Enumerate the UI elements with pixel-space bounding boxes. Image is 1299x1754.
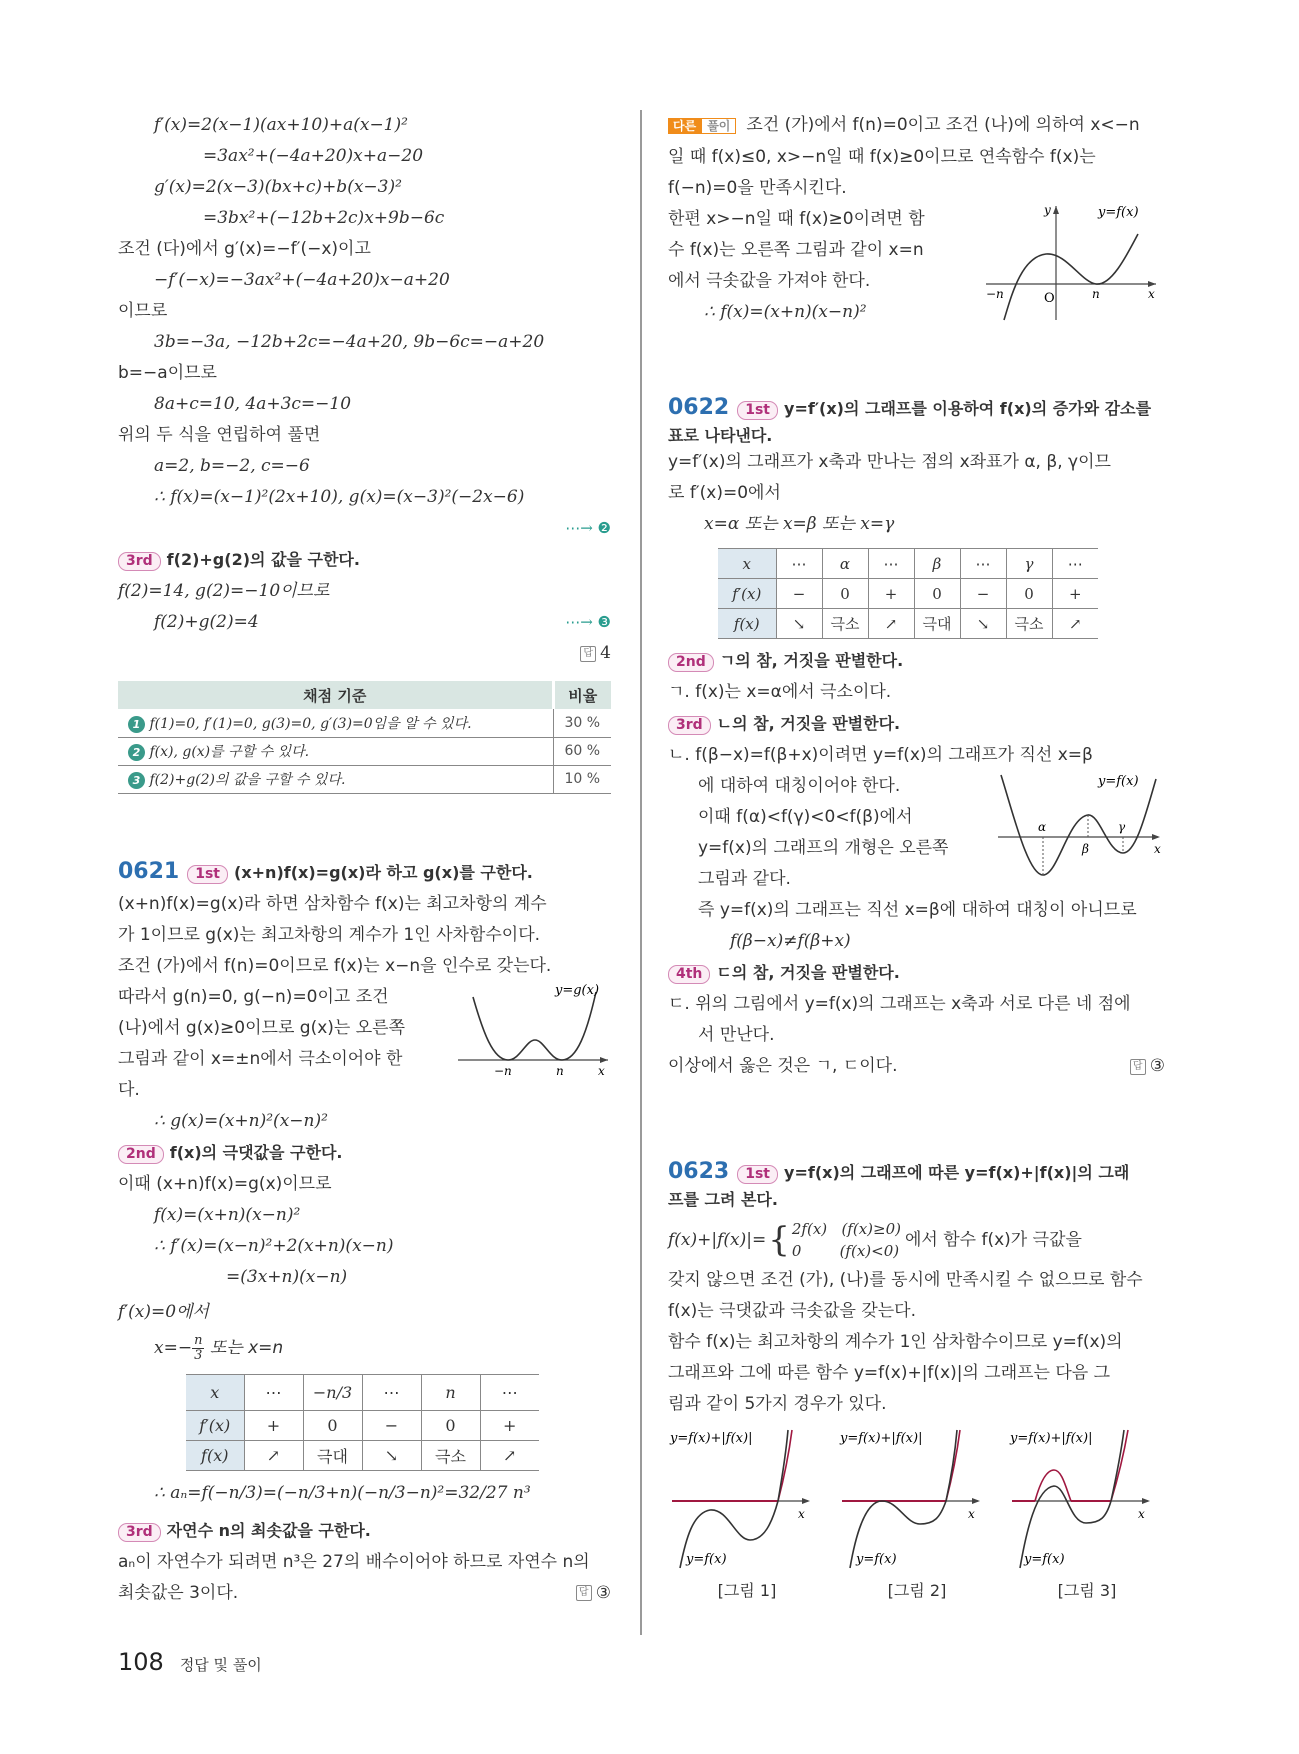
text-line: 서 만난다. (698, 1025, 775, 1045)
section-label: 정답 및 풀이 (179, 1656, 262, 1674)
svg-text:y: y (1044, 203, 1051, 217)
graph-block (118, 982, 611, 1106)
f-graph-alt (986, 202, 1166, 322)
number-icon: 3 (128, 772, 145, 789)
text-line: 위의 두 식을 연립하여 풀면 (118, 425, 321, 445)
equation: =(3x+n)(x−n) (226, 1266, 348, 1287)
svg-text:γ: γ (1118, 820, 1126, 834)
equation: f′(x)=2(x−1)(ax+10)+a(x−1)² (154, 115, 408, 135)
step-heading: 3rd 자연수 n의 최솟값을 구한다. (118, 1515, 611, 1547)
figure-caption: [그림 3] (1057, 1581, 1117, 1600)
step-heading: 2nd ㄱ의 참, 거짓을 판별한다. (668, 645, 1165, 677)
grading-header: 비율 (553, 681, 611, 709)
column-divider (640, 110, 642, 1635)
text-line: (x+n)f(x)=g(x)라 하면 삼차함수 f(x)는 최고차항의 계수 (118, 893, 547, 914)
svg-text:y=f(x)+|f(x)|: y=f(x)+|f(x)| (1010, 1431, 1093, 1446)
answer: 답 ③ (118, 1578, 611, 1609)
step-marker-2: ⋯→ ❷ (565, 519, 611, 537)
text-line: 에서 극솟값을 가져야 한다. (668, 271, 871, 291)
table-row: 3 f(2)+g(2)의 값을 구할 수 있다. 10 % (118, 765, 611, 793)
equation: x=α 또는 x=β 또는 x=γ (704, 514, 895, 534)
equation: a=2, b=−2, c=−6 (154, 456, 310, 476)
page-footer (118, 1648, 262, 1676)
svg-text:n: n (556, 1063, 564, 1078)
text-line: 림과 같이 5가지 경우가 있다. (668, 1394, 887, 1414)
step-marker-3: ⋯→ ❸ (565, 613, 611, 631)
svg-text:y=f(x)+|f(x)|: y=f(x)+|f(x)| (670, 1431, 753, 1446)
problem-heading-0623: 0623 1st y=f(x)의 그래프에 따른 y=f(x)+|f(x)|의 그래 (668, 1159, 1130, 1184)
graph-block (668, 204, 1165, 328)
left-column (118, 110, 611, 1609)
text-line: (나)에서 g(x)≥0이므로 g(x)는 오른쪽 (118, 1017, 405, 1038)
equation: f′(x)=0에서 (118, 1301, 209, 1322)
grading-header: 채점 기준 (118, 681, 553, 709)
text-line: 이때 (x+n)f(x)=g(x)이므로 (118, 1173, 332, 1194)
text-line: 수 f(x)는 오른쪽 그림과 같이 x=n (668, 240, 924, 260)
svg-text:y=f(x): y=f(x) (686, 1552, 727, 1567)
svg-text:α: α (1038, 820, 1047, 834)
answer: 답 ③ (668, 1051, 1165, 1082)
answer-icon: 답 (1130, 1059, 1146, 1075)
right-column (668, 110, 1165, 1601)
svg-text:x: x (798, 1507, 805, 1521)
text-line: 일 때 f(x)≤0, x>−n일 때 f(x)≥0이므로 연속함수 f(x)는 (668, 147, 1096, 167)
step-badge: 1st (187, 865, 228, 884)
step-badge: 3rd (118, 1523, 161, 1542)
text-line: 한편 x>−n일 때 f(x)≥0이려면 함 (668, 209, 925, 229)
step-heading: 2nd f(x)의 극댓값을 구한다. (118, 1137, 611, 1169)
number-icon: 2 (128, 744, 145, 761)
text-line: 그림과 같이 x=±n에서 극소이어야 한 (118, 1048, 403, 1069)
text-line: 그림과 같다. (698, 869, 791, 889)
step-badge: 3rd (118, 552, 161, 571)
step-title: 표로 나타낸다. (668, 426, 773, 445)
svg-text:−n: −n (986, 287, 1004, 301)
svg-text:β: β (1082, 842, 1089, 856)
svg-text:y=f(x): y=f(x) (856, 1552, 897, 1567)
step-heading: 3rd ㄴ의 참, 거짓을 판별한다. (668, 708, 1165, 740)
equation: f(2)=14, g(2)=−10이므로 (118, 581, 330, 601)
step-heading (118, 544, 611, 576)
step-title: f(2)+g(2)의 값을 구한다. (166, 550, 360, 569)
equation: f(x)=(x+n)(x−n)² (154, 1204, 301, 1225)
piecewise-equation: f(x)+|f(x)|= { 2f(x) (f(x)≥0) 0 (f(x)<0) 에서 함수 f(x)가 극값을 (668, 1220, 1082, 1260)
text-line: 에 대하여 대칭이어야 한다. (698, 776, 901, 796)
step-badge: 2nd (118, 1145, 164, 1164)
equation: ∴ f(x)=(x+n)(x−n)² (704, 302, 867, 322)
number-icon: 1 (128, 716, 145, 733)
equation: ∴ f′(x)=(x−n)²+2(x+n)(x−n) (154, 1235, 394, 1256)
answer-icon: 답 (580, 646, 596, 662)
graph-block (668, 771, 1165, 895)
table-row: 2 f(x), g(x)를 구할 수 있다. 60 % (118, 737, 611, 765)
svg-text:x: x (1154, 842, 1161, 856)
variation-table: x ⋯ α ⋯ β ⋯ γ ⋯ f′(x) − 0 + 0 − 0 + f(x) ↘ 극소 ↗ 극대 ↘ 극소 ↗ (718, 548, 1098, 639)
problem-heading-0621: 0621 1st (x+n)f(x)=g(x)라 하고 g(x)를 구한다. (118, 858, 533, 884)
text-line: 로 f′(x)=0에서 (668, 483, 781, 503)
f-graph-0622 (998, 773, 1168, 883)
step-badge: 2nd (668, 653, 714, 672)
variation-table: x ⋯ −n/3 ⋯ n ⋯ f′(x) + 0 − 0 + f(x) ↗ 극대 ↘ 극소 ↗ (186, 1374, 539, 1471)
equation: g′(x)=2(x−3)(bx+c)+b(x−3)² (154, 177, 402, 197)
svg-text:y=g(x): y=g(x) (555, 982, 600, 998)
text-line: 이때 f(α)<f(γ)<0<f(β)에서 (698, 807, 913, 827)
svg-text:y=f(x)+|f(x)|: y=f(x)+|f(x)| (840, 1431, 923, 1446)
text-line: b=−a이므로 (118, 363, 217, 383)
svg-text:y=f(x): y=f(x) (1024, 1552, 1065, 1567)
equation: 3b=−3a, −12b+2c=−4a+20, 9b−6c=−a+20 (154, 332, 545, 352)
problem-number: 0622 (668, 395, 730, 420)
answer: 답 4 (118, 638, 611, 669)
text-line: ㄷ. 위의 그림에서 y=f(x)의 그래프는 x축과 서로 다른 네 점에 (668, 994, 1131, 1014)
equation: ∴ aₙ=f(−n/3)=(−n/3+n)(−n/3−n)²=32/27 n³ (154, 1482, 531, 1503)
step-badge: 4th (668, 965, 710, 984)
equation: −f′(−x)=−3ax²+(−4a+20)x−a+20 (154, 270, 450, 290)
equation: f(β−x)≠f(β+x) (730, 931, 851, 951)
step-heading: 4th ㄷ의 참, 거짓을 판별한다. (668, 957, 1165, 989)
text-line: 이상에서 옳은 것은 ㄱ, ㄷ이다. (668, 1056, 898, 1076)
equation: ∴ f(x)=(x−1)²(2x+10), g(x)=(x−3)²(−2x−6) (154, 487, 525, 507)
equation: =3bx²+(−12b+2c)x+9b−6c (203, 208, 445, 228)
figure-3 (1008, 1428, 1166, 1601)
alt-solution: 다른 풀이 조건 (가)에서 f(n)=0이고 조건 (나)에 의하여 x<−n (668, 110, 1165, 142)
text-line: 다. (118, 1079, 140, 1100)
svg-text:x: x (1138, 1507, 1145, 1521)
text-line: ㄴ. f(β−x)=f(β+x)이려면 y=f(x)의 그래프가 직선 x=β (668, 745, 1093, 765)
equation: 8a+c=10, 4a+3c=−10 (154, 394, 352, 414)
text-line: 가 1이므로 g(x)는 최고차항의 계수가 1인 사차함수이다. (118, 924, 541, 945)
equation: f(2)+g(2)=4 (154, 612, 259, 632)
page-number: 108 (118, 1648, 164, 1676)
svg-text:x: x (1148, 287, 1155, 301)
figure-2 (838, 1428, 996, 1601)
text-line: f(x)는 극댓값과 극솟값을 갖는다. (668, 1301, 916, 1321)
svg-text:y=f(x): y=f(x) (1098, 205, 1139, 220)
text-line: aₙ이 자연수가 되려면 n³은 27의 배수이어야 하므로 자연수 n의 (118, 1551, 590, 1572)
step-badge: 3rd (668, 716, 711, 735)
roots-equation: x=− $\frac{n}{3}$ 또는 x=n (154, 1332, 284, 1363)
text-line: ㄱ. f(x)는 x=α에서 극소이다. (668, 682, 892, 702)
svg-text:x: x (598, 1063, 605, 1078)
text-line: 그래프와 그에 따른 함수 y=f(x)+|f(x)|의 그래프는 다음 그 (668, 1363, 1111, 1383)
table-row: 1 f(1)=0, f′(1)=0, g(3)=0, g′(3)=0임을 알 수 있다. 30 % (118, 709, 611, 737)
figure-1 (668, 1428, 826, 1601)
svg-text:−n: −n (494, 1063, 512, 1078)
svg-text:n: n (1092, 287, 1100, 301)
equation: =3ax²+(−4a+20)x+a−20 (203, 146, 424, 166)
equation: ∴ g(x)=(x+n)²(x−n)² (154, 1110, 328, 1131)
text-line: 즉 y=f(x)의 그래프는 직선 x=β에 대하여 대칭이 아니므로 (698, 900, 1137, 920)
step-badge: 1st (737, 401, 778, 420)
problem-heading-0622: 0622 1st y=f′(x)의 그래프를 이용하여 f(x)의 증가와 감소를 (668, 395, 1152, 420)
step-badge: 1st (737, 1165, 778, 1184)
text-line: 이므로 (118, 301, 168, 321)
figure-caption: [그림 2] (887, 1581, 947, 1600)
text-line: 조건 (가)에서 f(n)=0이므로 f(x)는 x−n을 인수로 갖는다. (118, 955, 552, 976)
svg-text:x: x (968, 1507, 975, 1521)
text-line: y=f′(x)의 그래프가 x축과 만나는 점의 x좌표가 α, β, γ이므 (668, 452, 1111, 472)
text-line: 갖지 않으면 조건 (가), (나)를 동시에 만족시킬 수 없으므로 함수 (668, 1270, 1143, 1290)
svg-text:y=f(x): y=f(x) (1098, 774, 1139, 789)
text-line: y=f(x)의 그래프의 개형은 오른쪽 (698, 838, 949, 858)
figures-row (668, 1428, 1165, 1601)
grading-table (118, 681, 611, 794)
step-title: 프를 그려 본다. (668, 1190, 778, 1209)
figure-caption: [그림 1] (717, 1581, 777, 1600)
text-line: 최솟값은 3이다. (118, 1582, 239, 1603)
g-graph (458, 982, 613, 1078)
svg-text:O: O (1044, 291, 1055, 306)
text-line: f(−n)=0을 만족시킨다. (668, 178, 847, 198)
text-line: 따라서 g(n)=0, g(−n)=0이고 조건 (118, 986, 389, 1007)
text-line: 조건 (다)에서 g′(x)=−f′(−x)이고 (118, 239, 371, 259)
alt-solution-badge: 다른 풀이 (668, 111, 736, 142)
problem-number: 0623 (668, 1159, 730, 1184)
text-line: 함수 f(x)는 최고차항의 계수가 1인 삼차함수이므로 y=f(x)의 (668, 1332, 1123, 1352)
answer-icon: 답 (576, 1585, 592, 1601)
problem-number: 0621 (118, 858, 180, 884)
